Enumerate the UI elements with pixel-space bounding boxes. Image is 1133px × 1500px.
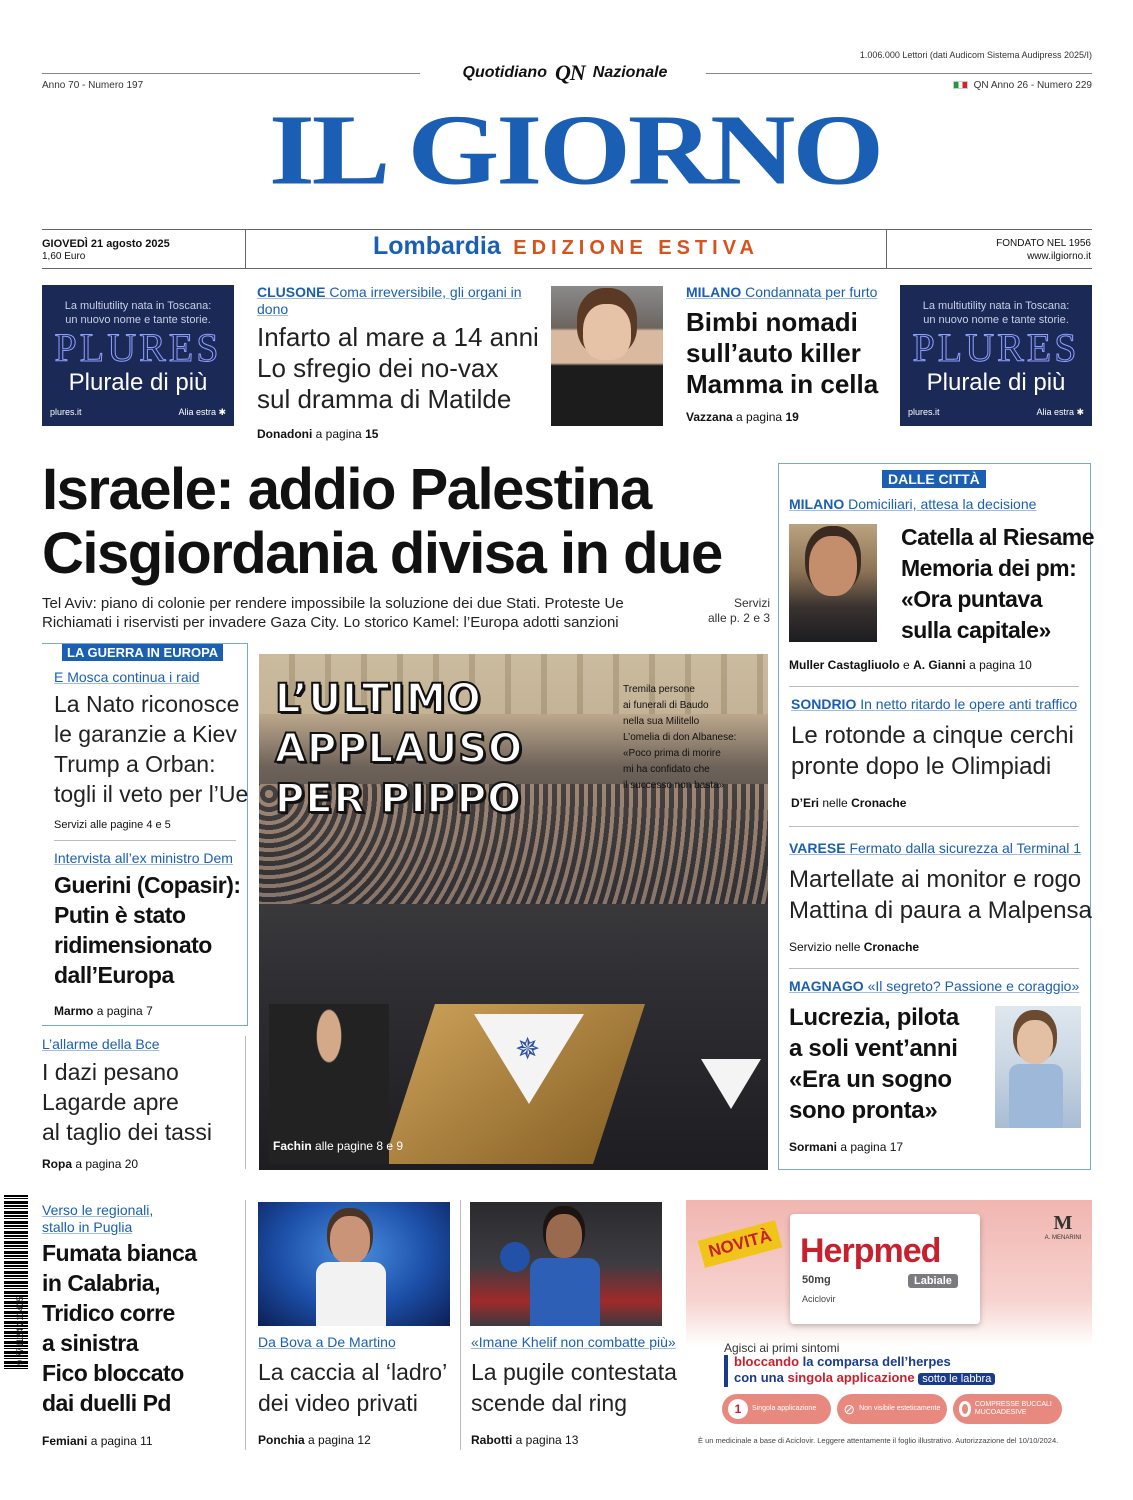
qn-logo: QN bbox=[554, 60, 585, 85]
story-bce[interactable]: L’allarme della Bce I dazi pesano Lagarde apre al taglio dei tassi Ropa a pagina 20 bbox=[42, 1036, 242, 1171]
story-regionali[interactable]: Verso le regionali, stallo in Puglia Fumata bianca in Calabria, Tridico corre a sinistra Fico bloccato dai duelli Pd Femiani a pagina 11 bbox=[42, 1202, 242, 1448]
website[interactable]: www.ilgiorno.it bbox=[1027, 251, 1091, 262]
cities-box: DALLE CITTÀ MILANO Domiciliari, attesa la decisione Catella al Riesame Memoria dei pm: «Ora puntava sulla capitale» Muller Castagliuolo e A. Gianni a pagina 10 SONDRIO In netto ritardo le opere anti traffico Le rotonde a cinque cerchi pronte dopo le Olimpiadi D’Eri nelle Cronache VARESE Fermato dalla sicurezza al Terminal 1 Martellate ai monitor e rogo Mattina di paura a Malpensa Servizio nelle Cronache MAGNAGO «Il segreto? Passione e coraggio» Lucrezia, pilota a soli vent’anni «Era un sogno sono pronta» Sormani a pagina 17 bbox=[778, 463, 1091, 1170]
headline: La Nato riconosce bbox=[54, 691, 240, 717]
newspaper-title: IL GIORNO bbox=[268, 94, 882, 206]
main-services: Servizi alle p. 2 e 3 bbox=[707, 596, 770, 625]
masthead bbox=[0, 0, 1133, 270]
qn-header bbox=[430, 60, 700, 86]
plures-ad-left[interactable]: La multiutility nata in Toscana: un nuovo nome e tante storie. PLURES Plurale di più plures.it Alia estra ✱ bbox=[42, 285, 234, 426]
story-clusone[interactable]: CLUSONE Coma irreversibile, gli organi in dono Infarto al mare a 14 anni Lo sfregio dei no-vax sul dramma di Matilde Donadoni a pagina 15 bbox=[257, 284, 542, 441]
region: Lombardia bbox=[372, 232, 501, 260]
year-number: Anno 70 - Numero 197 bbox=[42, 80, 144, 91]
edition: EDIZIONE ESTIVA bbox=[513, 237, 759, 259]
headline: Le rotonde a cinque cerchi bbox=[791, 722, 1074, 749]
headline: Guerini (Copasir): bbox=[54, 872, 241, 898]
edition-bar bbox=[246, 232, 886, 261]
headline: Fumata bianca bbox=[42, 1240, 197, 1266]
section-label: DALLE CITTÀ bbox=[882, 470, 986, 488]
main-headline: Israele: addio Palestina Cisgiordania divisa in due bbox=[42, 457, 722, 586]
italy-flag-icon bbox=[953, 81, 968, 89]
story-de-martino[interactable]: Da Bova a De Martino La caccia al ‘ladro’ dei video privati Ponchia a pagina 12 bbox=[258, 1334, 458, 1447]
headline: I dazi pesano bbox=[42, 1059, 179, 1085]
section-label: LA GUERRA IN EUROPA bbox=[62, 644, 223, 661]
scarf-star-icon bbox=[701, 1059, 761, 1109]
single-application-icon: 1 Singola applicazione bbox=[722, 1394, 831, 1424]
barcode-number: 9 771124 211405 bbox=[15, 1296, 25, 1365]
photo-caption: Tremila persone ai funerali di Baudo nella sua Militello L’omelia di don Albanese: «Poco prima di morire mi ha confidato che il successo non basta» bbox=[623, 684, 737, 791]
headline: La caccia al ‘ladro’ bbox=[258, 1359, 448, 1385]
headline: Infarto al mare a 14 anni bbox=[257, 322, 539, 352]
plures-logo: PLURES bbox=[912, 325, 1080, 370]
founded: FONDATO NEL 1956 bbox=[996, 238, 1091, 249]
qn-right: Nazionale bbox=[592, 64, 668, 81]
qn-number: QN Anno 26 - Numero 229 bbox=[860, 80, 1092, 91]
qn-left: Quotidiano bbox=[462, 64, 547, 81]
not-visible-icon: ⊘ Non visibile esteticamente bbox=[837, 1394, 946, 1424]
headline: Catella al Riesame bbox=[901, 524, 1095, 550]
herpmed-ad[interactable]: NOVITÀ Herpmed 50mg Labiale Aciclovir M A. MENARINI Agisci ai primi sintomi bloccando la comparsa dell’herpes con una singola applicazione sotto le labbra 1 Singola applicazione ⊘ Non visibile esteticamente COMPRESSE BUCCALI MUCOADESIVE È un medicinale a base di Aciclovir. Leggere attentamente il foglio illustrativo. Autorizzazione del 10/10/2024. bbox=[686, 1200, 1092, 1452]
headline: Lucrezia, pilota bbox=[789, 1004, 959, 1031]
lucrezia-photo bbox=[995, 1006, 1081, 1128]
buccal-tablet-icon: COMPRESSE BUCCALI MUCOADESIVE bbox=[953, 1394, 1062, 1424]
de-martino-photo bbox=[258, 1202, 450, 1326]
war-box: LA GUERRA IN EUROPA E Mosca continua i raid La Nato riconosce le garanzie a Kiev Trump a Orban: togli il veto per l’Ue Servizi alle pagine 4 e 5 Intervista all’ex ministro Dem Guerini (Copasir): Putin è stato ridimensionato dall’Europa Marmo a pagina 7 bbox=[42, 643, 248, 1026]
plures-ad-right[interactable]: La multiutility nata in Toscana: un nuovo nome e tante storie. PLURES Plurale di più plures.it Alia estra ✱ bbox=[900, 285, 1092, 426]
story-khelif[interactable]: «Imane Khelif non combatte più» La pugile contestata scende dal ring Rabotti a pagina 13 bbox=[471, 1334, 677, 1447]
catella-photo bbox=[789, 524, 877, 642]
baudo-funeral-photo[interactable]: ✵ L’ULTIMO APPLAUSO PER PIPPO Tremila persone ai funerali di Baudo nella sua Militello L’omelia di don Albanese: «Poco prima di morire mi ha confidato che il successo non basta» Fachin alle pagine 8 e 9 bbox=[259, 654, 768, 1170]
main-story[interactable] bbox=[42, 458, 772, 632]
headline: Bimbi nomadi bbox=[686, 307, 858, 337]
story-milano-nomadi[interactable]: MILANO Condannata per furto Bimbi nomadi sull’auto killer Mamma in cella Vazzana a pagina 19 bbox=[686, 284, 886, 424]
price: 1,60 Euro bbox=[42, 251, 86, 262]
date: GIOVEDÌ 21 agosto 2025 bbox=[42, 238, 170, 250]
headline: La pugile contestata bbox=[471, 1359, 677, 1385]
menarini-logo: M A. MENARINI bbox=[1044, 1212, 1082, 1241]
novita-badge: NOVITÀ bbox=[698, 1220, 783, 1268]
readers: 1.006.000 Lettori (dati Audicom Sistema Audipress 2025/I) bbox=[859, 50, 1092, 60]
herpmed-box: Herpmed 50mg Labiale Aciclovir bbox=[790, 1214, 980, 1324]
main-summary: Tel Aviv: piano di colonie per rendere impossibile la soluzione dei due Stati. Proteste Ue Richiamati i riservisti per invadere Gaza City. Lo storico Kamel: l’Europa adotti sanzioni bbox=[42, 595, 624, 631]
photo-title: L’ULTIMO APPLAUSO PER PIPPO bbox=[275, 676, 524, 822]
scarf-star-icon: ✵ bbox=[515, 1033, 541, 1066]
plures-logo: PLURES bbox=[54, 325, 222, 370]
khelif-photo bbox=[470, 1202, 662, 1326]
headline: Martellate ai monitor e rogo bbox=[789, 866, 1082, 893]
matilde-photo bbox=[551, 286, 663, 426]
